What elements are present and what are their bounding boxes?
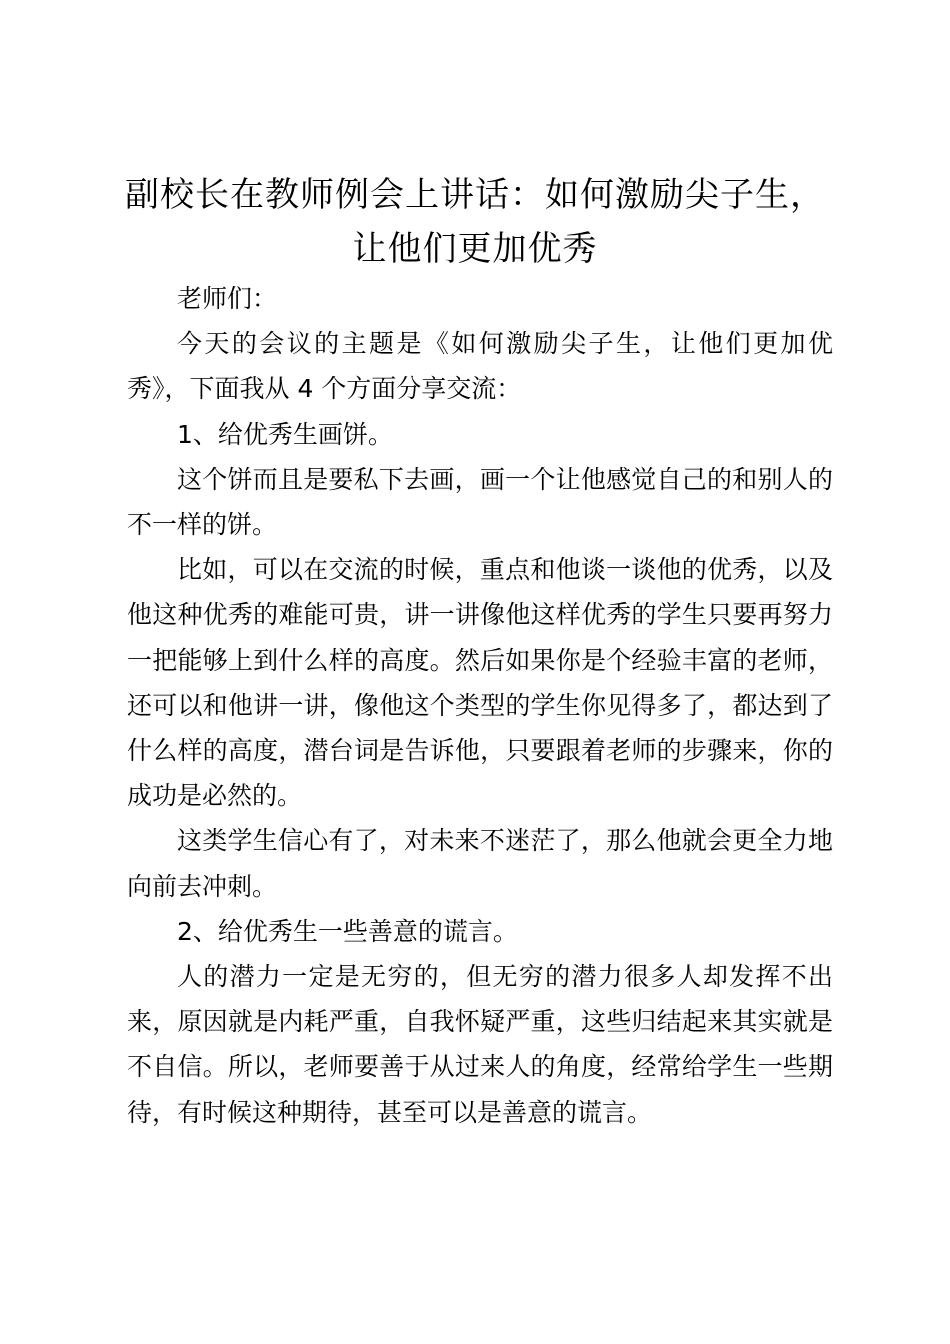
paragraph: 这个饼而且是要私下去画，画一个让他感觉自己的和别人的不一样的饼。 bbox=[127, 464, 833, 540]
document-title: 副校长在教师例会上讲话：如何激励尖子生，让他们更加优秀 bbox=[125, 175, 825, 269]
section-heading-2: 2、给优秀生一些善意的谎言。 bbox=[177, 916, 518, 946]
salutation: 老师们： bbox=[177, 284, 278, 313]
paragraph-intro: 今天的会议的主题是《如何激励尖子生，让他们更加优秀》，下面我从 4 个方面分享交流： bbox=[127, 329, 833, 404]
paragraph: 这类学生信心有了，对未来不迷茫了，那么他就会更全力地向前去冲刺。 bbox=[127, 826, 833, 901]
section-heading-1: 1、给优秀生画饼。 bbox=[177, 419, 393, 449]
document-body bbox=[127, 276, 833, 1135]
paragraph: 比如，可以在交流的时候，重点和他谈一谈他的优秀，以及他这种优秀的难能可贵，讲一讲像他这样优秀的学生只要再努力一把能够上到什么样的高度。然后如果你是个经验丰富的老师，还可以和他讲一讲，像他这个类型的学生你见得多了，都达到了什么样的高度，潜台词是告诉他，只要跟着老师的步骤来，你的成功是必然的。 bbox=[127, 555, 833, 811]
paragraph: 人的潜力一定是无穷的，但无穷的潜力很多人却发挥不出来，原因就是内耗严重，自我怀疑严重，这些归结起来其实就是不自信。所以，老师要善于从过来人的角度，经常给学生一些期待，有时候这种期待，甚至可以是善意的谎言。 bbox=[127, 962, 833, 1127]
